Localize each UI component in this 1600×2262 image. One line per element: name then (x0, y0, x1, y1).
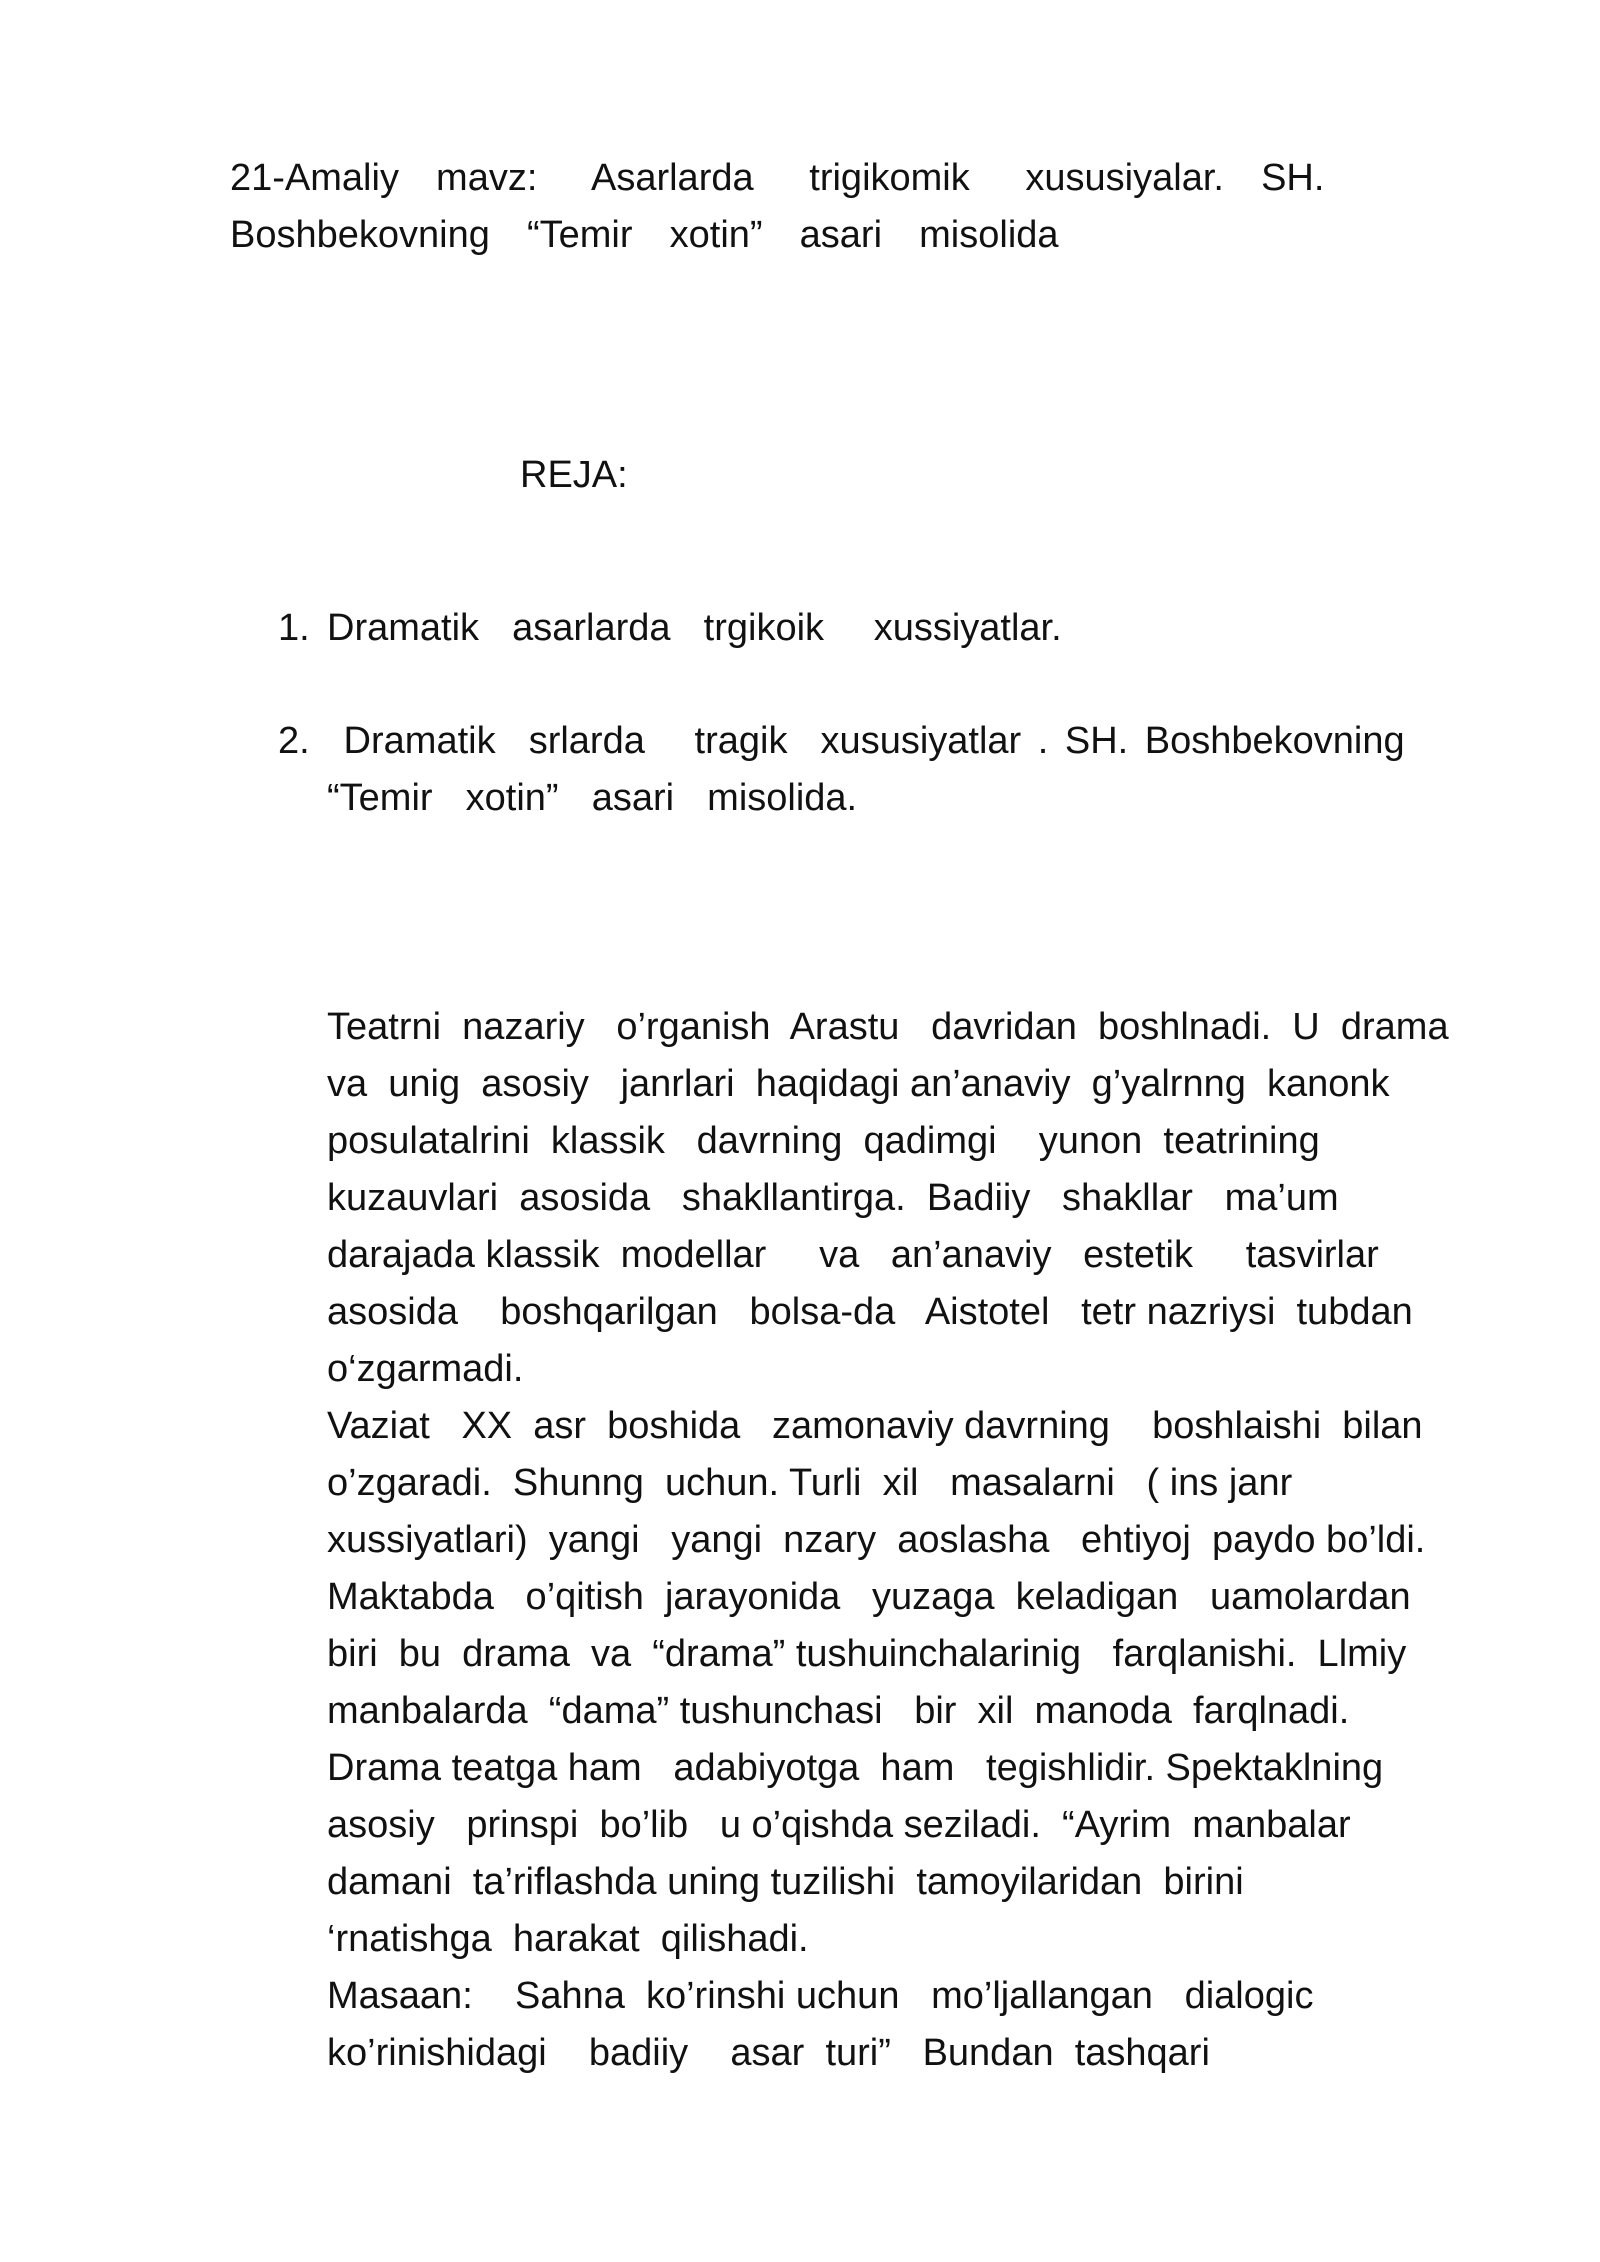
body-line: o‘zgarmadi. (327, 1348, 524, 1390)
plan-item-text: “Temir xotin” asari misolida. (327, 777, 858, 819)
body-line: damani ta’riflashda uning tuzilishi tamoyilaridan birini (327, 1861, 1244, 1903)
body-line: xussiyatlari) yangi yangi nzary aoslasha ehtiyoj paydo bo’ldi. (327, 1519, 1426, 1561)
body-line: kuzauvlari asosida shakllantirga. Badiiy shakllar ma’um (327, 1177, 1339, 1219)
body-line: o’zgaradi. Shunng uchun. Turli xil masalarni ( ins janr (327, 1462, 1293, 1504)
plan-item (270, 713, 1470, 827)
body-line: ‘rnatishga harakat qilishadi. (327, 1918, 809, 1960)
body-line: ko’rinishidagi badiiy asar turi” Bundan tashqari (327, 2032, 1210, 2074)
plan-item-text: Dramatik asarlarda trgikoik xussiyatlar. (327, 607, 1062, 649)
body-line: asosiy prinspi bo’lib u o’qishda seziladi. “Ayrim manbalar (327, 1804, 1351, 1846)
body-line: Teatrni nazariy o’rganish Arastu davridan boshlnadi. U drama (327, 1006, 1449, 1048)
body-line: darajada klassik modellar va an’anaviy estetik tasvirlar (327, 1234, 1379, 1276)
body-line: Maktabda o’qitish jarayonida yuzaga keladigan uamolardan (327, 1576, 1411, 1618)
plan-item (270, 600, 1470, 657)
body-line: biri bu drama va “drama” tushuinchalarinig farqlanishi. Llmiy (327, 1633, 1407, 1675)
title-line: Boshbekovning “Temir xotin” asari misolida (230, 214, 1059, 256)
body-line: asosida boshqarilgan bolsa-da Aistotel tetr nazriysi tubdan (327, 1291, 1413, 1333)
plan-item-text: Dramatik srlarda tragik xususiyatlar . SH. Boshbekovning (327, 720, 1405, 762)
body-line: va unig asosiy janrlari haqidagi an’anaviy g’yalrnng kanonk (327, 1063, 1390, 1105)
body-line: manbalarda “dama” tushunchasi bir xil manoda farqlnadi. (327, 1690, 1350, 1732)
document-title (230, 150, 1430, 264)
plan-list (270, 600, 1470, 883)
body-line: Vaziat XX asr boshida zamonaviy davrning boshlaishi bilan (327, 1405, 1423, 1447)
body-line: posulatalrini klassik davrning qadimgi yunon teatrining (327, 1120, 1320, 1162)
body-line: Masaan: Sahna ko’rinshi uchun mo’ljallangan dialogic (327, 1975, 1314, 2017)
body-line: Drama teatga ham adabiyotga ham tegishlidir. Spektaklning (327, 1747, 1384, 1789)
body-paragraph (327, 999, 1577, 2082)
plan-heading: REJA: (520, 454, 628, 496)
title-line: 21-Amaliy mavz: Asarlarda trigikomik xususiyalar. SH. (230, 157, 1325, 199)
plan-item-number: 1. (278, 607, 310, 649)
plan-item-number: 2. (278, 720, 310, 762)
